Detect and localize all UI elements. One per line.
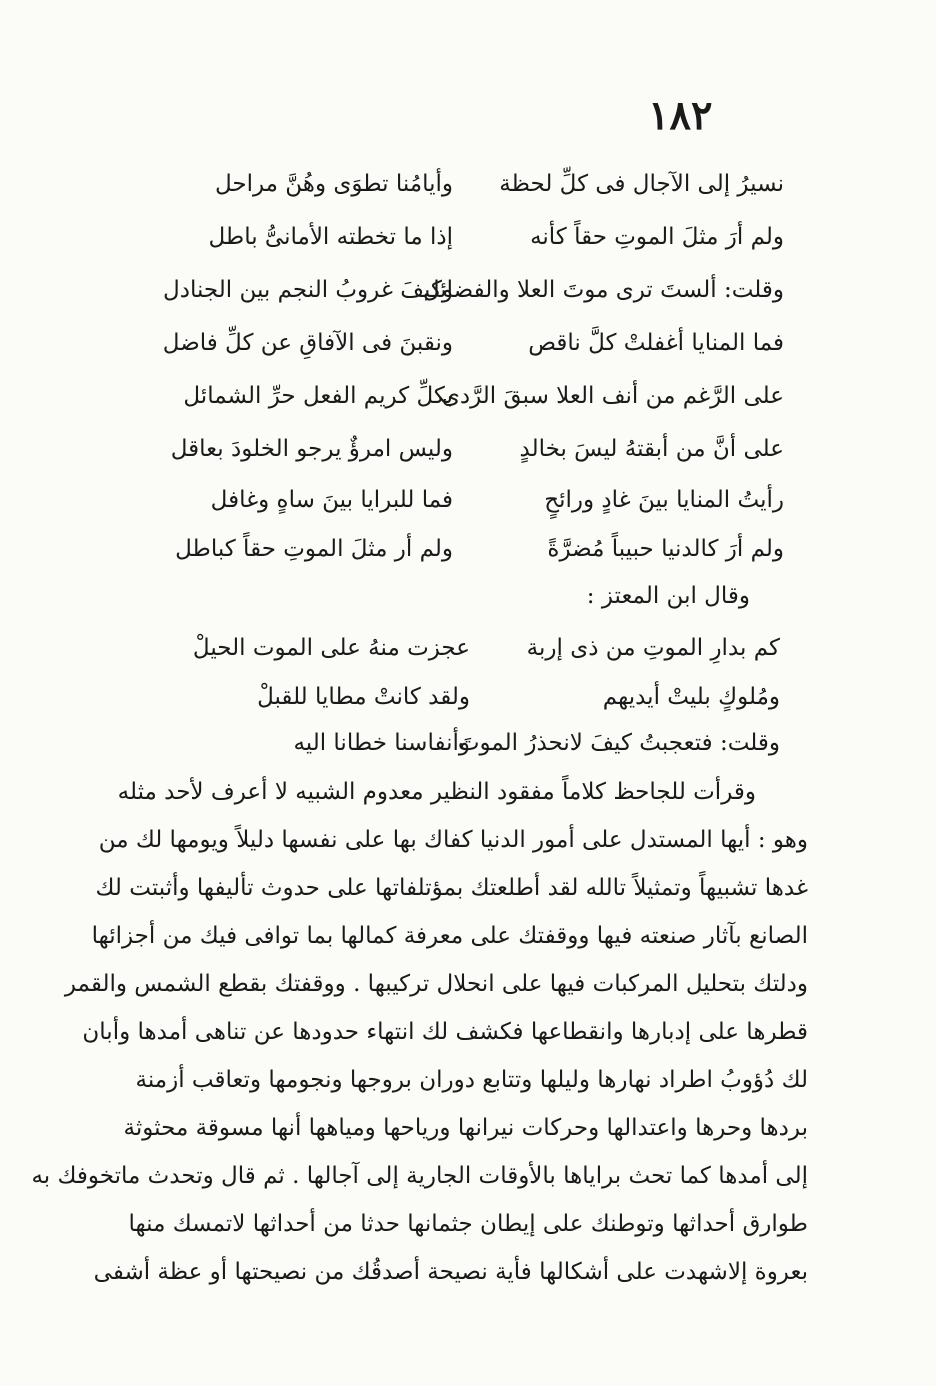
prose-line: قطرها على إدبارها وانقطاعها فكشف لك انتهاء حدودها عن تناهى أمدها وأبان [82, 1019, 808, 1045]
verse-line [148, 321, 784, 371]
verse-first-hemistich: ومُلوكٍ بليتْ أيديهم [602, 684, 780, 710]
prose-line: إلى أمدها كما تحث براياها بالأوقات الجارية إلى آجالها . ثم قال وتحدث ماتخوفك به [31, 1163, 808, 1189]
prose-line: الصانع بآثار صنعته فيها ووقفتك على معرفة كمالها بما توافى فيك من أجزائها [91, 923, 808, 949]
verse-second-hemistich: وأنفاسنا خطانا اليه [293, 730, 470, 756]
verse-first-hemistich: فما المنايا أغفلتْ كلَّ ناقص [528, 330, 784, 356]
prose-line: وهو : أيها المستدل على أمور الدنيا كفاك بها على نفسها دليلاً ويومها لك من [98, 827, 808, 853]
verse-first-hemistich: على الرَّغم من أنف العلا سبقَ الرَّدى [441, 383, 784, 409]
verse-second-hemistich: وكيفَ غروبُ النجم بين الجنادل [162, 277, 453, 303]
verse-first-hemistich: رأيتُ المنايا بينَ غادٍ ورائحٍ [544, 487, 784, 513]
verse-line [148, 268, 784, 318]
verse-line [192, 626, 780, 676]
verse-first-hemistich: وقلت: فتعجبتُ كيفَ لانحذرُ الموتَ [457, 730, 780, 756]
verse-second-hemistich: وليس امرؤٌ يرجو الخلودَ بعاقل [170, 436, 453, 462]
verse-second-hemistich: وأيامُنا تطوَى وهُنَّ مراحل [214, 171, 453, 197]
verse-line [205, 721, 780, 771]
verse-first-hemistich: وقلت: ألستَ ترى موتَ العلا والفضائل [422, 277, 784, 303]
verse-first-hemistich: نسيرُ إلى الآجال فى كلِّ لحظة [499, 171, 784, 197]
verse-first-hemistich: ولم أرَ كالدنيا حبيباً مُضرَّةً [547, 536, 784, 562]
verse-line [148, 374, 784, 424]
page-number: ١٨٢ [648, 92, 713, 139]
verse-line [205, 675, 780, 725]
verse-line [148, 215, 784, 265]
verse-line [148, 478, 784, 528]
prose-line: بردها وحرها واعتدالها وحركات نيرانها ورياحها ومياهها أنها مسوقة محثوثة [123, 1115, 808, 1141]
verse-line [148, 427, 784, 477]
verse-first-hemistich: على أنَّ من أبقتهُ ليسَ بخالدٍ [519, 436, 784, 462]
verse-second-hemistich: ولقد كانتْ مطايا للقبلْ [257, 684, 470, 710]
verse-second-hemistich: ولم أر مثلَ الموتِ حقاً كباطل [175, 536, 453, 562]
verse-second-hemistich: فما للبرايا بينَ ساهٍ وغافل [210, 487, 453, 513]
verse-second-hemistich: بكلِّ كريم الفعل حرِّ الشمائل [183, 383, 453, 409]
prose-line: وقرأت للجاحظ كلاماً مفقود النظير معدوم الشبيه لا أعرف لأحد مثله [117, 779, 756, 805]
verse-first-hemistich: كم بدارِ الموتِ من ذى إربة [526, 635, 780, 661]
attribution-heading: وقال ابن المعتز : [586, 583, 750, 609]
verse-line [148, 162, 784, 212]
prose-line: غدها تشبيهاً وتمثيلاً تالله لقد أطلعتك بمؤتلفاتها على حدوث تأليفها وأثبتت لك [95, 875, 808, 901]
prose-paragraph [31, 768, 808, 1296]
verse-second-hemistich: عجزت منهُ على الموت الحيلْ [192, 635, 470, 661]
verse-second-hemistich: ونقبنَ فى الآفاقِ عن كلِّ فاضل [162, 330, 453, 356]
verse-second-hemistich: إذا ما تخطته الأمانىُّ باطل [208, 224, 453, 250]
verse-first-hemistich: ولم أرَ مثلَ الموتِ حقاً كأنه [530, 224, 784, 250]
prose-line: لك دُؤوبُ اطراد نهارها وليلها وتتابع دوران بروجها ونجومها وتعاقب أزمنة [135, 1067, 808, 1093]
prose-line: ودلتك بتحليل المركبات فيها على انحلال تركيبها . ووقفتك بقطع الشمس والقمر [64, 971, 808, 997]
prose-line: طوارق أحداثها وتوطنك على إيطان جثمانها حدثا من أحداثها لاتمسك منها [128, 1211, 808, 1237]
verse-line [148, 527, 784, 577]
prose-line: بعروة إلاشهدت على أشكالها فأية نصيحة أصدقُك من نصيحتها أو عظة أشفى [93, 1259, 808, 1285]
